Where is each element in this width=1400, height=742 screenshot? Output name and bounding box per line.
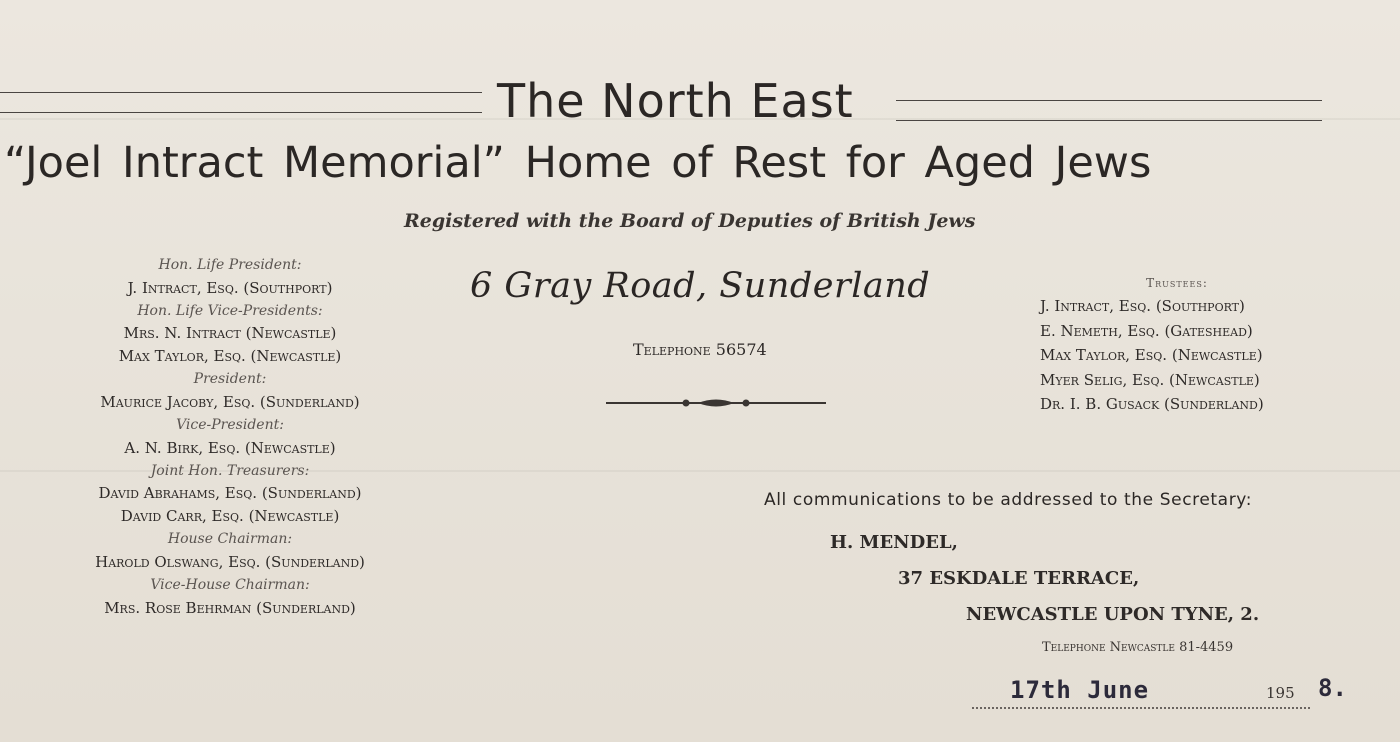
title-north-east: The North East [497,74,854,128]
typed-year-digit: 8. [1318,674,1347,702]
officer-role: Vice-House Chairman: [150,577,310,593]
secretary-name: H. MENDEL, [830,532,958,553]
officer-name: Max Taylor, Esq. (Newcastle) [118,347,342,365]
trustee-name: J. Intract, Esq. (Southport) [1040,297,1245,315]
officer-name: A. N. Birk, Esq. (Newcastle) [124,439,336,457]
trustee-name: Myer Selig, Esq. (Newcastle) [1040,370,1260,389]
date-line [972,706,1310,709]
officers-column [30,254,430,620]
officer-role: President: [193,371,267,387]
secretary-street: 37 ESKDALE TERRACE, [898,568,1140,589]
officer-name: David Carr, Esq. (Newcastle) [120,507,340,525]
trustee-name: Dr. I. B. Gusack (Sunderland) [1040,395,1264,413]
communications-notice: All communications to be addressed to the Secretary: [764,490,1253,510]
officer-name: Mrs. Rose Behrman (Sunderland) [104,599,356,617]
trustee-name: E. Nemeth, Esq. (Gateshead) [1040,321,1253,340]
secretary-city: NEWCASTLE UPON TYNE, 2. [966,604,1260,625]
officer-role: Vice-President: [176,417,284,433]
officer-role: Hon. Life Vice-Presidents: [137,303,323,319]
officer-name: David Abrahams, Esq. (Sunderland) [98,484,362,502]
home-telephone: Telephone 56574 [633,340,767,359]
header-rule-left-bottom [0,112,482,113]
title-home-name: “Joel Intract Memorial” Home of Rest for Aged Jews [4,138,1152,188]
header-rule-right-top [896,100,1322,101]
ornament-divider-icon [606,394,826,412]
officer-name: J. Intract, Esq. (Southport) [127,279,333,297]
home-address: 6 Gray Road, Sunderland [470,266,931,306]
secretary-telephone: Telephone Newcastle 81-4459 [1042,640,1234,655]
officer-role: Joint Hon. Treasurers: [150,463,310,479]
header-rule-left-top [0,92,482,93]
typed-date: 17th June [1010,676,1150,704]
officer-name: Harold Olswang, Esq. (Sunderland) [95,553,365,571]
registered-line: Registered with the Board of Deputies of British Jews [404,210,976,232]
officer-role: House Chairman: [167,531,293,547]
trustees-column [1032,272,1322,417]
officer-name: Maurice Jacoby, Esq. (Sunderland) [100,393,360,411]
printed-year: 195 [1266,684,1295,702]
trustees-heading: Trustees: [1146,276,1208,290]
header-rule-right-bottom [896,120,1322,121]
officer-role: Hon. Life President: [158,257,302,273]
trustee-name: Max Taylor, Esq. (Newcastle) [1040,346,1263,364]
officer-name: Mrs. N. Intract (Newcastle) [123,324,337,342]
